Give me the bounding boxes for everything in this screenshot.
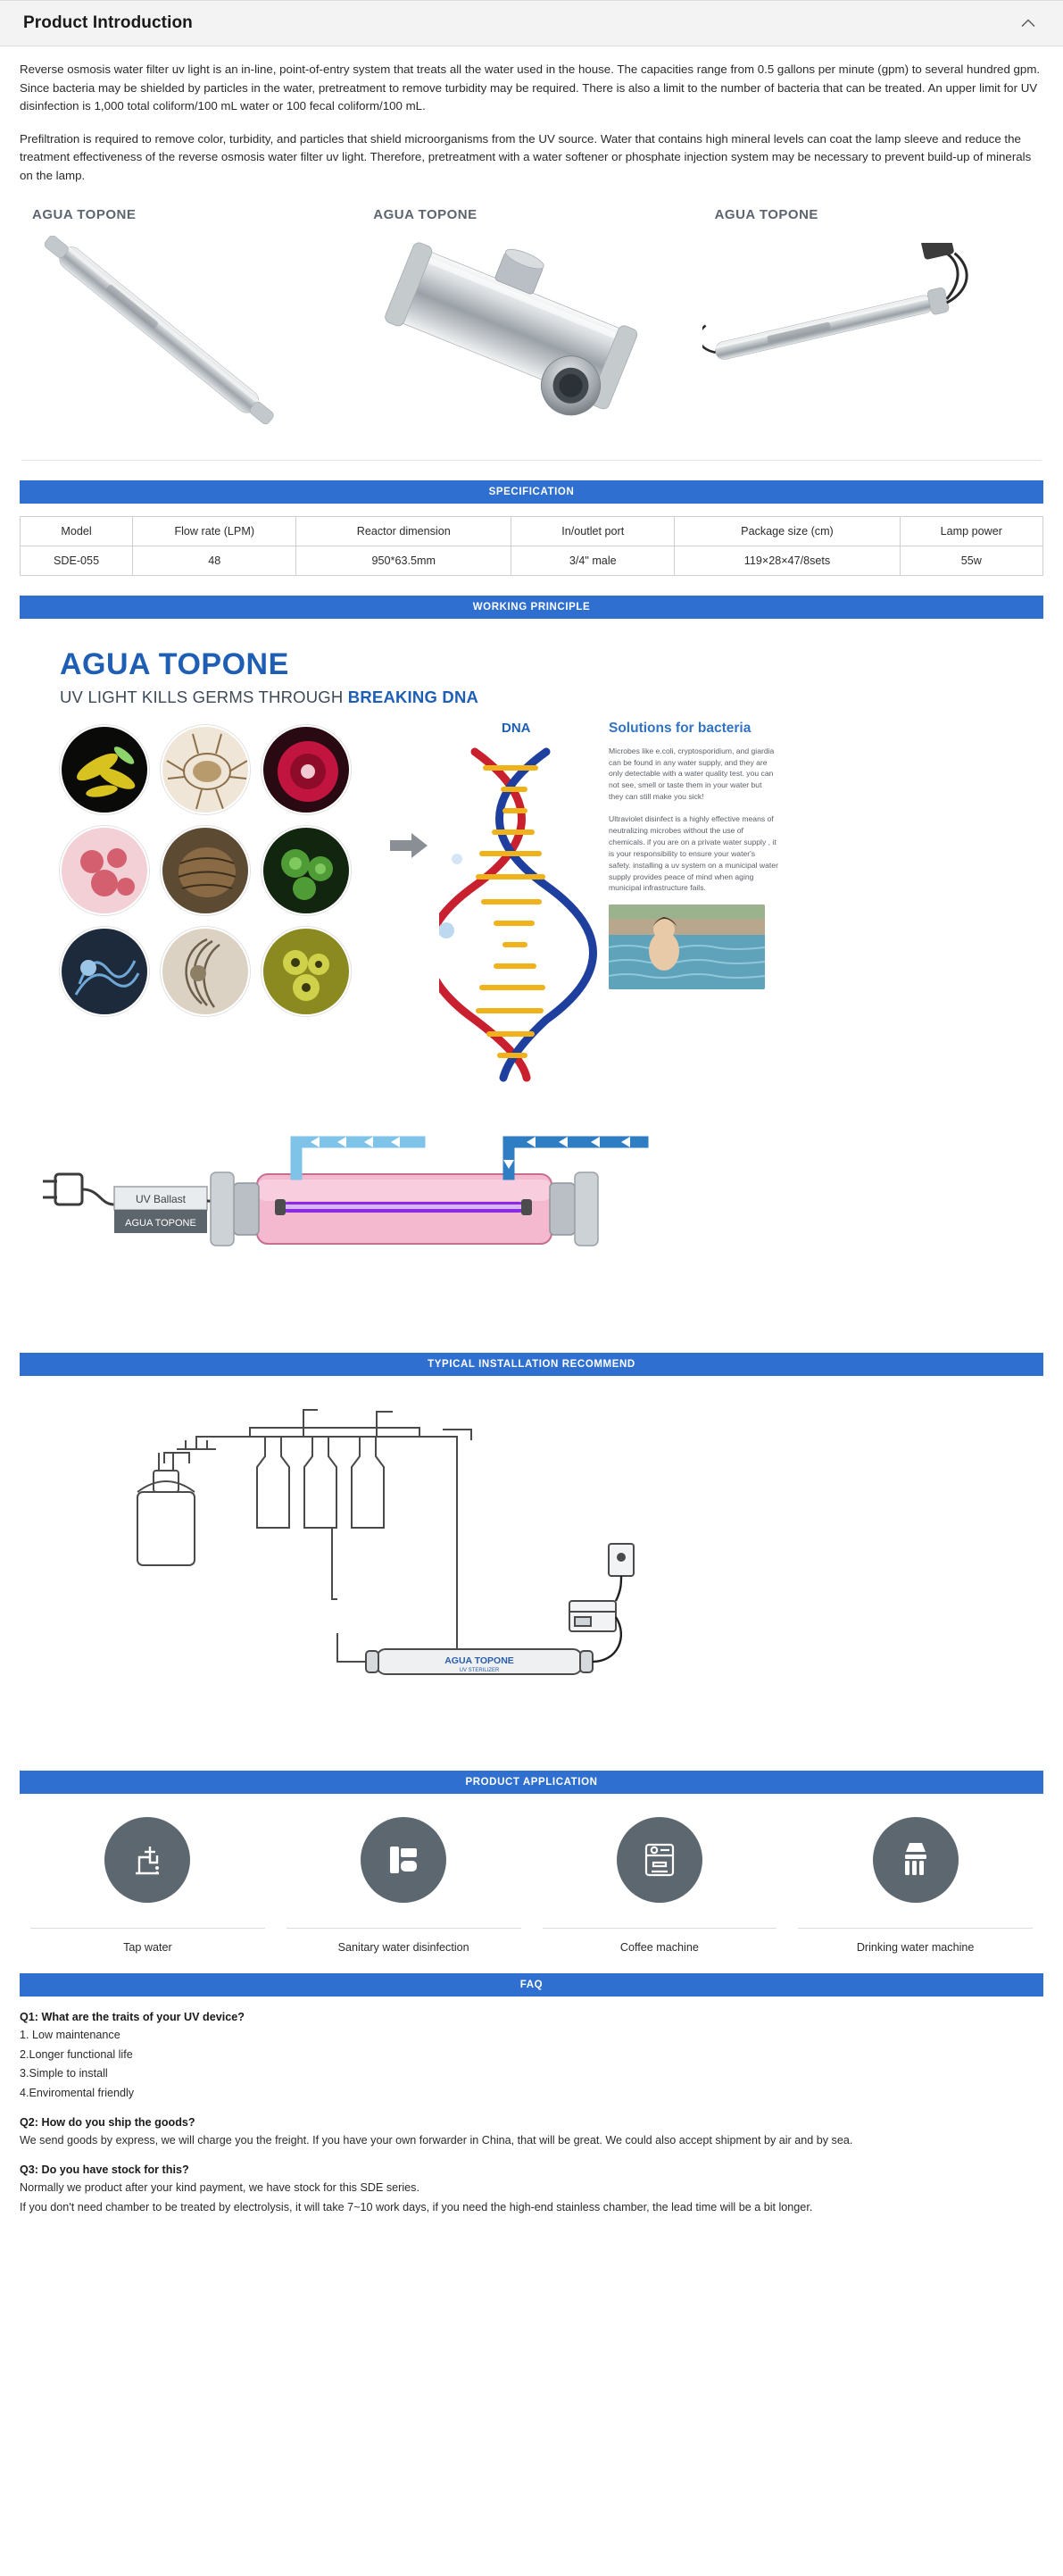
application-label: Drinking water machine [798, 1928, 1033, 1954]
germ-thumbnail [161, 927, 250, 1016]
product-image-row [12, 207, 1051, 444]
faq-answer: 2.Longer functional life [20, 2047, 133, 2061]
pool-photo [609, 905, 765, 989]
solutions-paragraph-1: Microbes like e.coli, cryptosporidium, and giardia can be found in any water supply, and they are only detectable with a water quality test. you can not see, smell or taste them in your water but they can still make you sick! [609, 746, 775, 802]
product-image-1 [20, 207, 361, 444]
th-package-size: Package size (cm) [675, 516, 900, 546]
application-label: Tap water [30, 1928, 265, 1954]
intro-paragraph-2: Prefiltration is required to remove color, turbidity, and particles that shield microorganisms from the UV source. Water that contains high mineral levels can coat the lamp sleeve and reduce the treatment effectiveness of the reverse osmosis water filter uv light. Therefore, pretreatment with a water softener or phosphate injection system may be necessary to prevent build-up of minerals on the lamp. [20, 131, 1032, 183]
td-model: SDE-055 [21, 546, 133, 575]
power-plug-icon [43, 1174, 114, 1205]
uv-chamber-illustration [378, 238, 664, 430]
germ-thumbnail [60, 725, 149, 814]
faq-question: Q2: How do you ship the goods? [20, 2116, 195, 2130]
solutions-block [609, 721, 778, 990]
dna-helix-illustration [439, 743, 600, 1082]
faq-answer: Normally we product after your kind payment, we have stock for this SDE series. [20, 2181, 419, 2195]
application-item-tap-water [20, 1817, 276, 1954]
water-dispenser-icon [873, 1817, 959, 1903]
uv-lamp-straight-illustration [29, 236, 287, 428]
faq-answer: We send goods by express, we will charge you the freight. If you have your own forwarder in China, that will be great. We could also accept shipment by air and by sea. [20, 2134, 853, 2147]
germ-image-grid [60, 725, 363, 1021]
faq-answer: If you don't need chamber to be treated by electrolysis, it will take 7~10 work days, if you need the high-end stainless chamber, the lead time will be a bit longer. [20, 2201, 813, 2213]
faq-answer: 3.Simple to install [20, 2067, 108, 2080]
th-reactor-dimension: Reactor dimension [296, 516, 511, 546]
th-lamp-power: Lamp power [900, 516, 1042, 546]
inlet-pipe [296, 1137, 419, 1174]
section-bar-application: PRODUCT APPLICATION [20, 1771, 1043, 1794]
wp-brand-logo: AGUA TOPONE [60, 646, 289, 681]
td-lamp-power: 55w [900, 546, 1042, 575]
uv-chamber-diagram [20, 1119, 1043, 1333]
spacer [20, 2152, 1043, 2163]
germ-thumbnail [161, 725, 250, 814]
install-brand-label: AGUA TOPONE [444, 1655, 514, 1666]
faq-question: Q3: Do you have stock for this? [20, 2163, 189, 2177]
installation-diagram [20, 1385, 1043, 1751]
working-principle-graphic [20, 631, 1043, 1113]
uv-lamp-ballast-illustration [702, 243, 997, 395]
installation-schematic [82, 1394, 796, 1751]
product-image-3 [702, 207, 1043, 444]
germ-thumbnail [161, 826, 250, 915]
section-bar-specification: SPECIFICATION [20, 480, 1043, 504]
table-row [21, 546, 1043, 575]
coffee-machine-icon [617, 1817, 702, 1903]
toilet-icon [361, 1817, 446, 1903]
install-brand-sublabel: UV STERILIZER [459, 1667, 500, 1673]
td-package-size: 119×28×47/8sets [675, 546, 900, 575]
faq-question: Q1: What are the traits of your UV device? [20, 2010, 245, 2023]
th-model: Model [21, 516, 133, 546]
section-header[interactable] [0, 0, 1063, 46]
section-bar-working-principle: WORKING PRINCIPLE [20, 596, 1043, 619]
wp-headline-plain: UV LIGHT KILLS GERMS THROUGH [60, 687, 348, 706]
brand-logo: AGUA TOPONE [373, 206, 478, 222]
outlet-pipe [503, 1137, 643, 1174]
application-item-drinking [787, 1817, 1043, 1954]
faq-answer: 1. Low maintenance [20, 2028, 120, 2041]
svg-text:UV Ballast: UV Ballast [135, 1192, 187, 1205]
table-header-row [21, 516, 1043, 546]
germ-thumbnail [262, 927, 351, 1016]
wp-headline [60, 688, 1043, 707]
germ-thumbnail [262, 826, 351, 915]
germ-thumbnail [262, 725, 351, 814]
intro-text [12, 46, 1051, 204]
section-bar-installation: TYPICAL INSTALLATION RECOMMEND [20, 1353, 1043, 1376]
brand-logo: AGUA TOPONE [714, 206, 818, 222]
td-reactor-dimension: 950*63.5mm [296, 546, 511, 575]
th-flow-rate: Flow rate (LPM) [133, 516, 296, 546]
dna-label: DNA [502, 720, 531, 736]
germ-thumbnail [60, 826, 149, 915]
germ-thumbnail [60, 927, 149, 1016]
spacer [20, 2105, 1043, 2116]
brand-logo: AGUA TOPONE [32, 206, 137, 222]
application-item-sanitary [276, 1817, 532, 1954]
section-bar-faq: FAQ [20, 1973, 1043, 1997]
td-inoutlet-port: 3/4" male [511, 546, 675, 575]
chevron-up-icon[interactable] [1020, 15, 1036, 31]
tap-water-icon [104, 1817, 190, 1903]
td-flow-rate: 48 [133, 546, 296, 575]
intro-paragraph-1: Reverse osmosis water filter uv light is an in-line, point-of-entry system that treats all the water used in the house. The capacities range from 0.5 gallons per minute (gpm) to several hundred gpm. Since bacteria may be shielded by particles in the water, pretreatment to remove turbidity may be required. There is also a limit to the number of bacteria that can be treated. An upper limit for UV disinfection is 1,000 total coliform/100 mL water or 100 fecal coliform/100 mL. [20, 63, 1041, 113]
divider [21, 460, 1042, 461]
application-label: Sanitary water disinfection [287, 1928, 521, 1954]
product-image-2 [361, 207, 702, 444]
application-list [20, 1817, 1043, 1954]
solutions-title: Solutions for bacteria [609, 720, 752, 736]
arrow-right-icon [390, 832, 428, 859]
page-title: Product Introduction [23, 13, 193, 32]
faq-answer: 4.Enviromental friendly [20, 2087, 135, 2100]
solutions-paragraph-2: Ultraviolet disinfect is a highly effective means of neutralizing microbes without the use of chemicals. if you are on a private water supply , it is your responsibility to ensure your water's safety. installing a uv system on a municipal water supply provides peace of mind when aging municipal infrastructure fails. [609, 814, 778, 893]
wp-headline-bold: BREAKING DNA [347, 687, 479, 706]
uv-chamber-body [211, 1172, 598, 1246]
faq-list [20, 2011, 1043, 2255]
specification-table [20, 516, 1043, 576]
application-item-coffee [532, 1817, 788, 1954]
svg-text:AGUA TOPONE: AGUA TOPONE [125, 1217, 196, 1229]
th-inoutlet-port: In/outlet port [511, 516, 675, 546]
application-label: Coffee machine [543, 1928, 777, 1954]
